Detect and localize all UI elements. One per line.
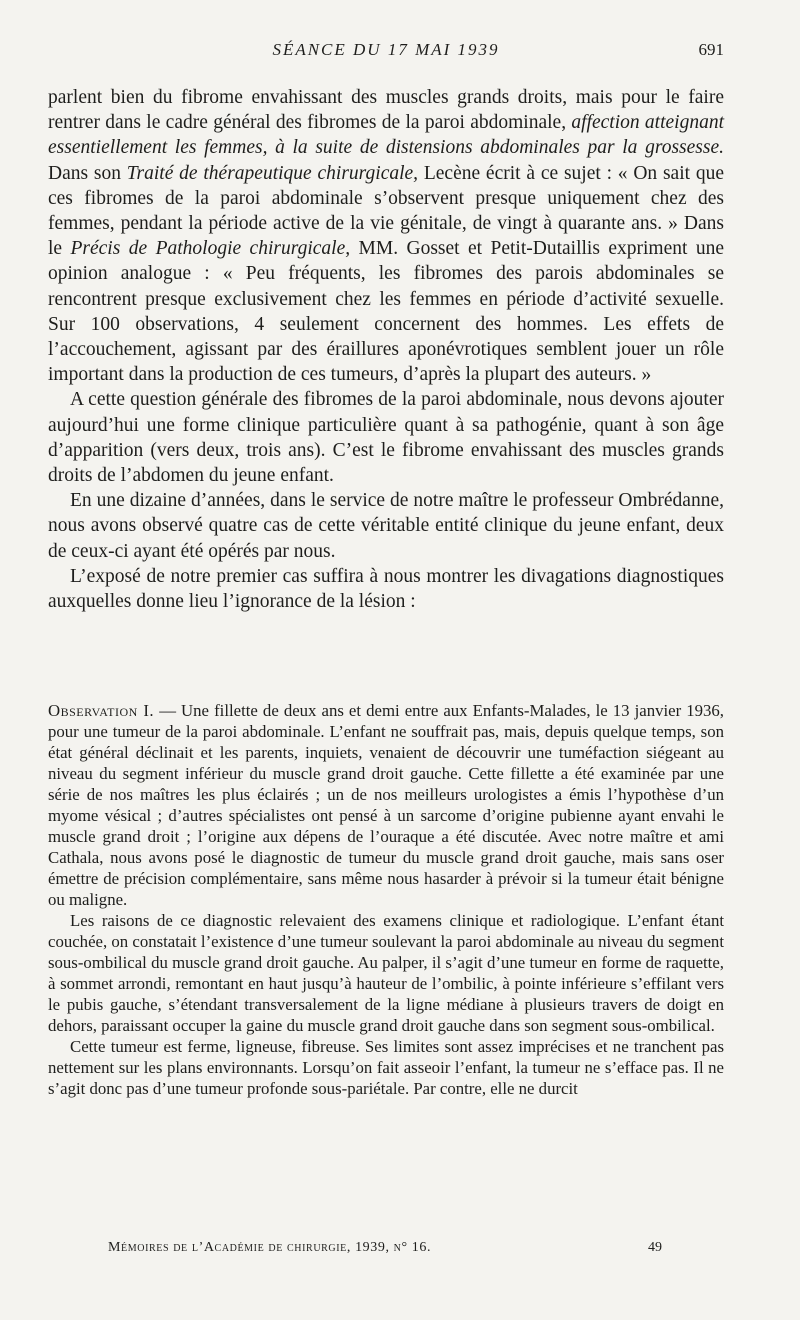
signature-mark: 49 bbox=[648, 1240, 662, 1255]
text-run: Lecène écrit à ce sujet : « On sait que ces fibromes de la paroi abdominale s’observent presque uniquement chez des femmes, pendant la période active de la vie génitale, de vingt à quarante ans. » Dans le bbox=[48, 162, 725, 260]
italic-run: affection atteignant essentiellement les femmes, à la suite de distensions abdominales par la grossesse. bbox=[48, 112, 724, 159]
text-run: — Une fillette de deux ans et demi entre aux Enfants-Malades, le 13 janvier 1936, pour une tumeur de la paroi abdominale. L’enfant ne souffrait pas, mais, depuis quelque temps, son état général déclinait et les parents, inquiets, venaient de découvrir une tuméfaction siégeant au niveau du segment inférieur du muscle grand droit gauche. Cette fillette a été examinée par une série de nos maîtres les plus éclairés ; un de nos meilleurs urologistes a émis l’hypothèse d’un myome vésical ; d’autres spécialistes ont pensé à un sarcome d’origine pubienne ayant envahi le muscle grand droit ; l’origine aux dépens de l’ouraque a été discutée. Avec notre maître et ami Cathala, nous avons posé le diagnostic de tumeur du muscle grand droit gauche, mais sans oser émettre de précision complémentaire, sans même nous hasarder à prévoir si la tumeur était bénigne ou maligne. bbox=[48, 701, 724, 909]
main-text bbox=[48, 85, 724, 614]
paragraph-2: A cette question générale des fibromes de la paroi abdominale, nous devons ajouter aujourd’hui une forme clinique particulière quant à sa pathogénie, quant à son âge d’apparition (vers deux, trois ans). C’est le fibrome envahissant des muscles grands droits de l’abdomen du jeune enfant. bbox=[48, 389, 724, 487]
text-run: Dans son bbox=[48, 162, 127, 184]
observation-paragraph-2: Les raisons de ce diagnostic relevaient des examens clinique et radiologique. L’enfant étant couchée, on constatait l’existence d’une tumeur soulevant la paroi abdominale au niveau du segment sous-ombilical du muscle grand droit gauche. Au palper, il s’agit d’une tumeur en forme de raquette, à sommet arrondi, remontant en haut jusqu’à hauteur de l’ombilic, à pointe inférieure s’effilant vers le pubis gauche, s’étendant transversalement de la ligne médiane à plusieurs travers de doigt en dehors, paraissant occuper la gaine du muscle grand droit gauche dans son segment sous-ombilical. bbox=[48, 911, 724, 1035]
paragraph-3: En une dizaine d’années, dans le service de notre maître le professeur Ombrédanne, nous avons observé quatre cas de cette véritable entité clinique du jeune enfant, deux de ceux-ci ayant été opérés par nous. bbox=[48, 490, 724, 562]
paragraph-1 bbox=[48, 85, 724, 387]
italic-run: Précis de Pathologie chirurgicale, bbox=[70, 238, 351, 260]
journal-reference: Mémoires de l’Académie de chirurgie, 1939, n° 16. bbox=[108, 1240, 432, 1255]
observation-label: Observation I. bbox=[48, 701, 155, 720]
running-header bbox=[48, 40, 724, 64]
observation-paragraph-3: Cette tumeur est ferme, ligneuse, fibreuse. Ses limites sont assez imprécises et ne tranchent pas nettement sur les plans environnants. Lorsqu’on fait asseoir l’enfant, la tumeur ne s’efface pas. Il ne s’agit donc pas d’une tumeur profonde sous-pariétale. Par contre, elle ne durcit bbox=[48, 1037, 724, 1098]
running-title: SÉANCE DU 17 MAI 1939 bbox=[272, 40, 500, 59]
text-run: MM. Gosset et Petit-Dutaillis expriment une opinion analogue : « Peu fréquents, les fibromes des parois abdominales se rencontrent presque exclusivement chez les femmes en période d’activité sexuelle. Sur 100 observations, 4 seulement concernent des hommes. Les effets de l’accouchement, agissant par des éraillures aponévrotiques semblent jouer un rôle important dans la production de ces tumeurs, d’après la plupart des auteurs. » bbox=[48, 238, 724, 386]
page-number: 691 bbox=[698, 40, 724, 59]
page-footer bbox=[48, 1240, 724, 1260]
observation-paragraph-1 bbox=[48, 700, 724, 910]
paragraph-4: L’exposé de notre premier cas suffira à nous montrer les divagations diagnostiques auxquelles donne lieu l’ignorance de la lésion : bbox=[48, 565, 724, 613]
italic-run: Traité de thérapeutique chirurgicale, bbox=[126, 162, 419, 184]
text-run: parlent bien du fibrome envahissant des muscles grands droits, mais pour le faire rentrer dans le cadre général des fibromes de la paroi abdominale, bbox=[48, 87, 724, 134]
observation-section bbox=[48, 700, 724, 1099]
